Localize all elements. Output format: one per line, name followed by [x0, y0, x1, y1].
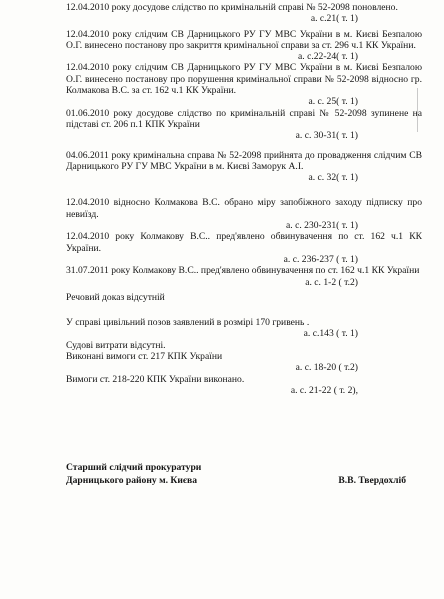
- entry-reference: а. с.143 ( т. 1): [303, 328, 358, 340]
- signatory-title-line-2: Дарницького району м. Києва: [66, 475, 198, 486]
- entry-reference: а. с.21( т. 1): [310, 13, 358, 25]
- entry-2: [66, 29, 422, 63]
- entry-7: [66, 231, 422, 265]
- entry-text: Речовий доказ відсутній: [66, 291, 165, 303]
- entry-reference: а. с. 18-20 ( т.2): [295, 362, 358, 374]
- signature-block: [66, 461, 426, 487]
- entry-reference: а. с. 32( т. 1): [308, 172, 358, 184]
- entry-reference: а. с.22-24( т. 1): [298, 51, 358, 63]
- entry-reference: а. с. 21-22 ( т. 2),: [290, 384, 358, 396]
- entry-text: У справі цивільний позов заявлений в розмірі 170 гривень .: [66, 317, 310, 329]
- binding-edge-mark: [417, 88, 438, 132]
- entry-8: [66, 265, 422, 288]
- entry-11: [66, 340, 422, 351]
- entry-reference: а. с. 230-231( т. 1): [286, 220, 358, 232]
- entry-reference: а. с. 30-31( т. 1): [295, 130, 358, 142]
- entry-text: 31.07.2011 року Колмакову В.С.. пред'явлено обвинувачення по ст. 162 ч.1 КК України: [66, 265, 420, 277]
- entry-text: Виконані вимоги ст. 217 КПК України: [66, 351, 223, 363]
- entry-1: [66, 2, 422, 25]
- entry-4: [66, 108, 422, 142]
- entry-text: 12.04.2010 року Колмакову В.С.. пред'явлено обвинувачення по ст. 162 ч.1 КК України.: [66, 231, 422, 254]
- entry-text: Вимоги ст. 218-220 КПК України виконано.: [66, 373, 245, 385]
- entry-12: [66, 351, 422, 374]
- entry-6: [66, 197, 422, 231]
- entry-text: 12.04.2010 року слідчим СВ Дарницького РУ ГУ МВС України в м. Києві Безпалою О.Г. винесено постанову про порушення кримінальної справи № 52-2098 відносно гр. Колмакова В.С. за ст. 162 ч.1 КК України.: [66, 62, 422, 97]
- entry-10: [66, 317, 422, 340]
- entry-reference: а. с. 1-2 ( т.2): [305, 276, 358, 288]
- entry-text: 12.04.2010 року слідчим СВ Дарницького РУ ГУ МВС України в м. Києві Безпалою О.Г. винесено постанову про закриття кримінальної справи за ст. 296 ч.1 КК України.: [66, 28, 422, 51]
- entry-reference: а. с. 25( т. 1): [308, 96, 358, 108]
- entry-text: 12.04.2010 відносно Колмакова В.С. обрано міру запобіжного заходу підписку про невиїзд.: [66, 197, 422, 220]
- entry-3: [66, 62, 422, 107]
- entry-text: 04.06.2011 року кримінальна справа № 52-2098 прийнята до провадження слідчим СВ Дарницького РУ ГУ МВС України в м. Києві Заморук А.І.: [66, 149, 422, 172]
- entry-9: [66, 292, 422, 303]
- entry-13: [66, 374, 422, 397]
- entry-text: 12.04.2010 року досудове слідство по кримінальній справі № 52-2098 поновлено.: [66, 2, 398, 13]
- entry-text: Судові витрати відсутні.: [66, 339, 166, 351]
- entry-5: [66, 150, 422, 184]
- entry-reference: а. с. 236-237 ( т. 1): [283, 253, 358, 265]
- document-body: [66, 2, 422, 396]
- entry-text: 01.06.2010 року досудове слідство по кримінальній справі № 52-2098 зупинене на підставі ст. 206 п.1 КПК України: [66, 107, 422, 130]
- signatory-title-line-1: Старший слідчий прокуратури: [66, 462, 202, 473]
- signatory-name: В.В. Твердохліб: [338, 475, 406, 486]
